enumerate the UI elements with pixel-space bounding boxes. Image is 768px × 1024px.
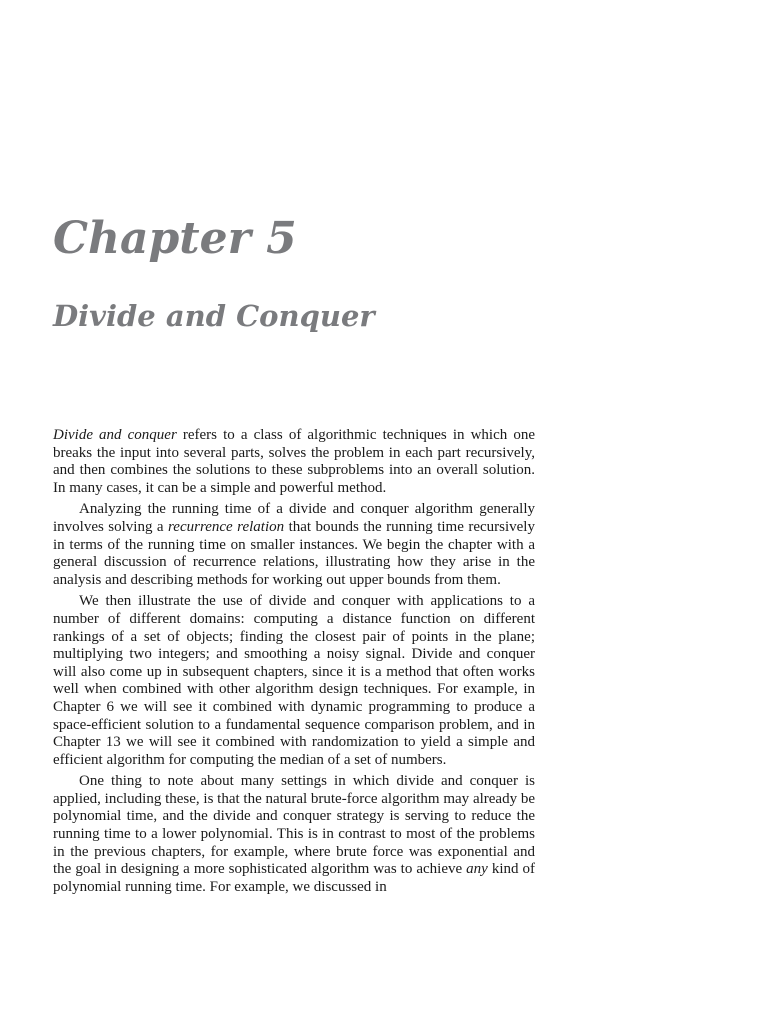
paragraph-1 <box>53 427 535 497</box>
paragraph-text: We then illustrate the use of divide and conquer with applications to a number of different domains: computing a distance function on different rankings of a set of objects; finding the closest pair of points in the plane; multiplying two integers; and smoothing a noisy signal. Divide and conquer will also come up in subsequent chapters, since it is a method that often works well when combined with other algorithm design techniques. For example, in Chapter 6 we will see it combined with dynamic programming to produce a space-efficient solution to a fundamental sequence comparison problem, and in Chapter 13 we will see it combined with randomization to yield a simple and efficient algorithm for computing the median of a set of numbers. <box>53 593 535 768</box>
paragraph-3 <box>53 593 535 769</box>
chapter-title: Divide and Conquer <box>53 299 375 333</box>
emphasis-text: Divide and conquer <box>53 427 177 443</box>
paragraph-text: that bounds the running time recursively in terms of the running time on smaller instances. We begin the chapter with a general discussion of recurrence relations, illustrating how they arise in the analysis and describing methods for working out upper bounds from them. <box>53 518 535 588</box>
chapter-number: Chapter 5 <box>53 213 297 264</box>
emphasis-text: recurrence relation <box>168 518 285 535</box>
paragraph-2 <box>53 501 535 589</box>
emphasis-text: any <box>466 861 488 878</box>
paragraph-text: kind of polynomial running time. For example, we discussed in <box>53 861 535 895</box>
body-text <box>53 427 535 900</box>
paragraph-text: One thing to note about many settings in which divide and conquer is applied, including these, is that the natural brute-force algorithm may already be polynomial time, and the divide and conquer strategy is serving to reduce the running time to a lower polynomial. This is in contrast to most of the problems in the previous chapters, for example, where brute force was exponential and the goal in designing a more sophisticated algorithm was to achieve <box>53 773 535 878</box>
paragraph-text: Analyzing the running time of a divide and conquer algorithm generally involves solving a <box>53 501 535 535</box>
paragraph-4 <box>53 773 535 896</box>
paragraph-text: refers to a class of algorithmic techniques in which one breaks the input into several parts, solves the problem in each part recursively, and then combines the solutions to these subproblems into an overall solution. In many cases, it can be a simple and powerful method. <box>53 427 535 496</box>
